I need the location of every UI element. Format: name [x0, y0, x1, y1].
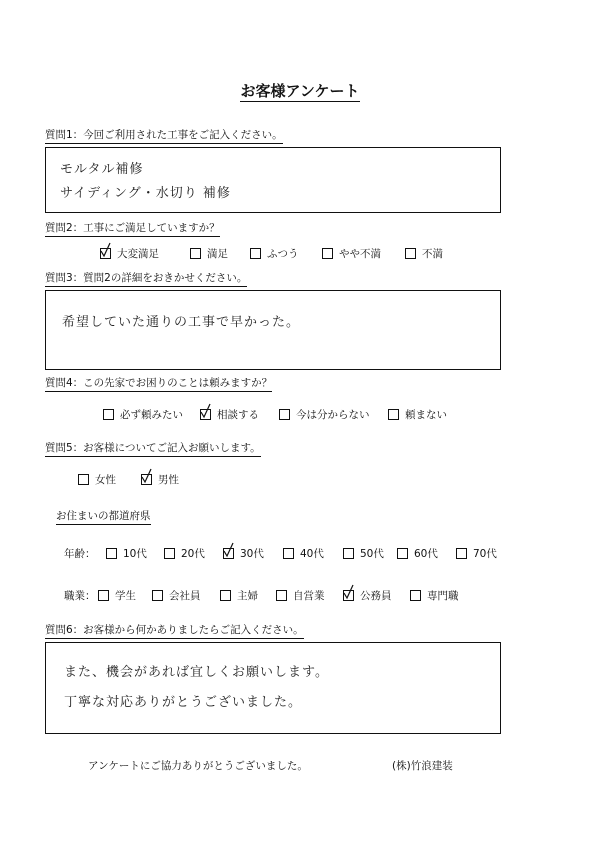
question-3-answer-box[interactable] — [45, 290, 501, 370]
checkbox[interactable] — [78, 474, 89, 485]
checkbox[interactable] — [103, 409, 114, 420]
checkbox[interactable] — [283, 548, 294, 559]
option-age-10s[interactable]: 10代 — [106, 546, 147, 561]
checkbox[interactable] — [276, 590, 287, 601]
option-neutral[interactable]: ふつう — [250, 246, 299, 261]
age-label: 年齢： — [64, 548, 96, 560]
checkbox[interactable] — [456, 548, 467, 559]
option-dissatisfied[interactable]: 不満 — [405, 246, 443, 261]
checkbox[interactable] — [190, 248, 201, 259]
question-4-options — [103, 407, 503, 421]
question-5-label: 質問5：お客様についてご記入お願いします。 — [45, 440, 261, 457]
question-1-answer-box[interactable] — [45, 147, 501, 213]
question-3-answer: 希望していた通りの工事で早かった。 — [62, 315, 301, 330]
option-satisfied[interactable]: 満足 — [190, 246, 228, 261]
checkbox[interactable] — [322, 248, 333, 259]
option-somewhat-dissatisfied[interactable]: やや不満 — [322, 246, 381, 261]
question-2-label: 質問2：工事にご満足していますか？ — [45, 220, 220, 237]
option-female[interactable]: 女性 — [78, 472, 116, 487]
checkbox[interactable] — [405, 248, 416, 259]
option-homemaker[interactable]: 主婦 — [220, 588, 258, 603]
checkbox[interactable] — [152, 590, 163, 601]
checkbox[interactable] — [343, 590, 354, 601]
checkbox[interactable] — [106, 548, 117, 559]
company-name: (株)竹浪建装 — [392, 760, 453, 772]
checkbox[interactable] — [220, 590, 231, 601]
checkbox[interactable] — [410, 590, 421, 601]
checkbox[interactable] — [388, 409, 399, 420]
option-male[interactable]: 男性 — [141, 472, 179, 487]
page-title: お客様アンケート — [240, 82, 360, 100]
option-not-sure[interactable]: 今は分からない — [279, 407, 370, 422]
check-mark-icon — [100, 242, 112, 258]
question-3-label: 質問3：質問2の詳細をおきかせください。 — [45, 270, 247, 287]
option-employee[interactable]: 会社員 — [152, 588, 201, 603]
option-age-60s[interactable]: 60代 — [397, 546, 438, 561]
checkbox[interactable] — [141, 474, 152, 485]
check-mark-icon — [200, 403, 212, 419]
question-2-options — [100, 246, 520, 260]
option-self-employed[interactable]: 自営業 — [276, 588, 325, 603]
checkbox[interactable] — [279, 409, 290, 420]
checkbox[interactable] — [98, 590, 109, 601]
option-age-20s[interactable]: 20代 — [164, 546, 205, 561]
checkbox[interactable] — [397, 548, 408, 559]
question-4-label: 質問4：この先家でお困りのことは頼みますか？ — [45, 375, 272, 392]
question-6-label: 質問6：お客様から何かありましたらご記入ください。 — [45, 622, 304, 639]
question-1-label: 質問1：今回ご利用された工事をご記入ください。 — [45, 127, 283, 144]
option-age-70s[interactable]: 70代 — [456, 546, 497, 561]
job-options — [98, 588, 518, 602]
checkbox[interactable] — [343, 548, 354, 559]
question-6-answer-line: また、機会があれば宜しくお願いします。 — [64, 665, 329, 680]
checkbox[interactable] — [100, 248, 111, 259]
prefecture-label: お住まいの都道府県 — [56, 508, 151, 525]
checkbox[interactable] — [200, 409, 211, 420]
question-1-answer-line: サイディング・水切り 補修 — [60, 186, 231, 201]
option-consult[interactable]: 相談する — [200, 407, 259, 422]
option-age-40s[interactable]: 40代 — [283, 546, 324, 561]
footer-thanks: アンケートにご協力ありがとうございました。 — [88, 760, 308, 772]
checkbox[interactable] — [250, 248, 261, 259]
question-1-answer-line: モルタル補修 — [60, 162, 144, 177]
option-will-not[interactable]: 頼まない — [388, 407, 447, 422]
check-mark-icon — [141, 468, 153, 484]
option-professional[interactable]: 専門職 — [410, 588, 459, 603]
option-student[interactable]: 学生 — [98, 588, 136, 603]
checkbox[interactable] — [223, 548, 234, 559]
gender-options — [78, 472, 278, 486]
option-definitely[interactable]: 必ず頼みたい — [103, 407, 183, 422]
option-age-30s[interactable]: 30代 — [223, 546, 264, 561]
option-civil-servant[interactable]: 公務員 — [343, 588, 392, 603]
option-very-satisfied[interactable]: 大変満足 — [100, 246, 159, 261]
checkbox[interactable] — [164, 548, 175, 559]
question-6-answer-box[interactable] — [45, 642, 501, 734]
age-options — [106, 546, 526, 560]
check-mark-icon — [223, 542, 235, 558]
job-label: 職業： — [64, 590, 96, 602]
question-6-answer-line: 丁寧な対応ありがとうございました。 — [64, 695, 303, 710]
check-mark-icon — [343, 584, 355, 600]
option-age-50s[interactable]: 50代 — [343, 546, 384, 561]
